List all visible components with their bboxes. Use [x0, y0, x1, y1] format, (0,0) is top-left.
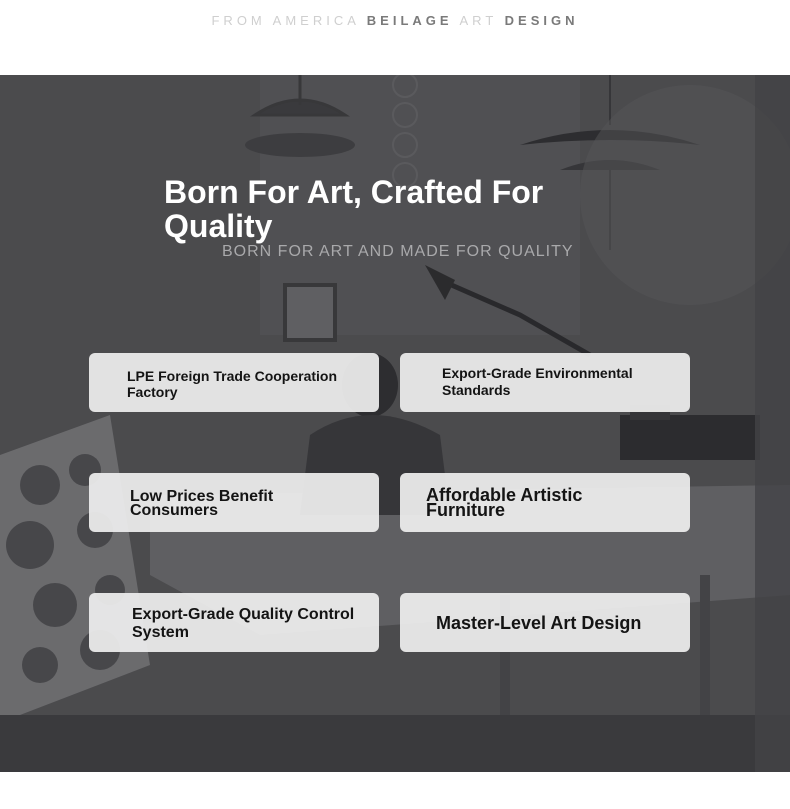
brand-tagline [0, 12, 790, 30]
feature-card-label: Low Prices Benefit Consumers [130, 488, 274, 519]
feature-card-label: Affordable Artistic Furniture [426, 485, 583, 520]
feature-card-foreign-trade [89, 353, 379, 412]
feature-card-label: Export-Grade Quality Control System [132, 606, 355, 641]
tagline-design: DESIGN [504, 13, 579, 28]
hero-subtitle: BORN FOR ART AND MADE FOR QUALITY [222, 243, 574, 260]
feature-card-quality-control [89, 593, 379, 652]
feature-card-affordable [400, 473, 690, 532]
feature-card-label: LPE Foreign Trade Cooperation Factory [127, 368, 338, 400]
feature-card-environmental [400, 353, 690, 412]
tagline-art: ART [459, 13, 498, 28]
tagline-beilage: BEILAGE [366, 13, 453, 28]
feature-card-art-design [400, 593, 690, 652]
feature-card-label: Master-Level Art Design [436, 613, 642, 633]
feature-card-low-prices [89, 473, 379, 532]
hero-title: Born For Art, Crafted For Quality [164, 174, 544, 244]
tagline-from-america: FROM AMERICA [211, 13, 360, 28]
feature-card-label: Export-Grade Environmental Standards [442, 365, 633, 398]
